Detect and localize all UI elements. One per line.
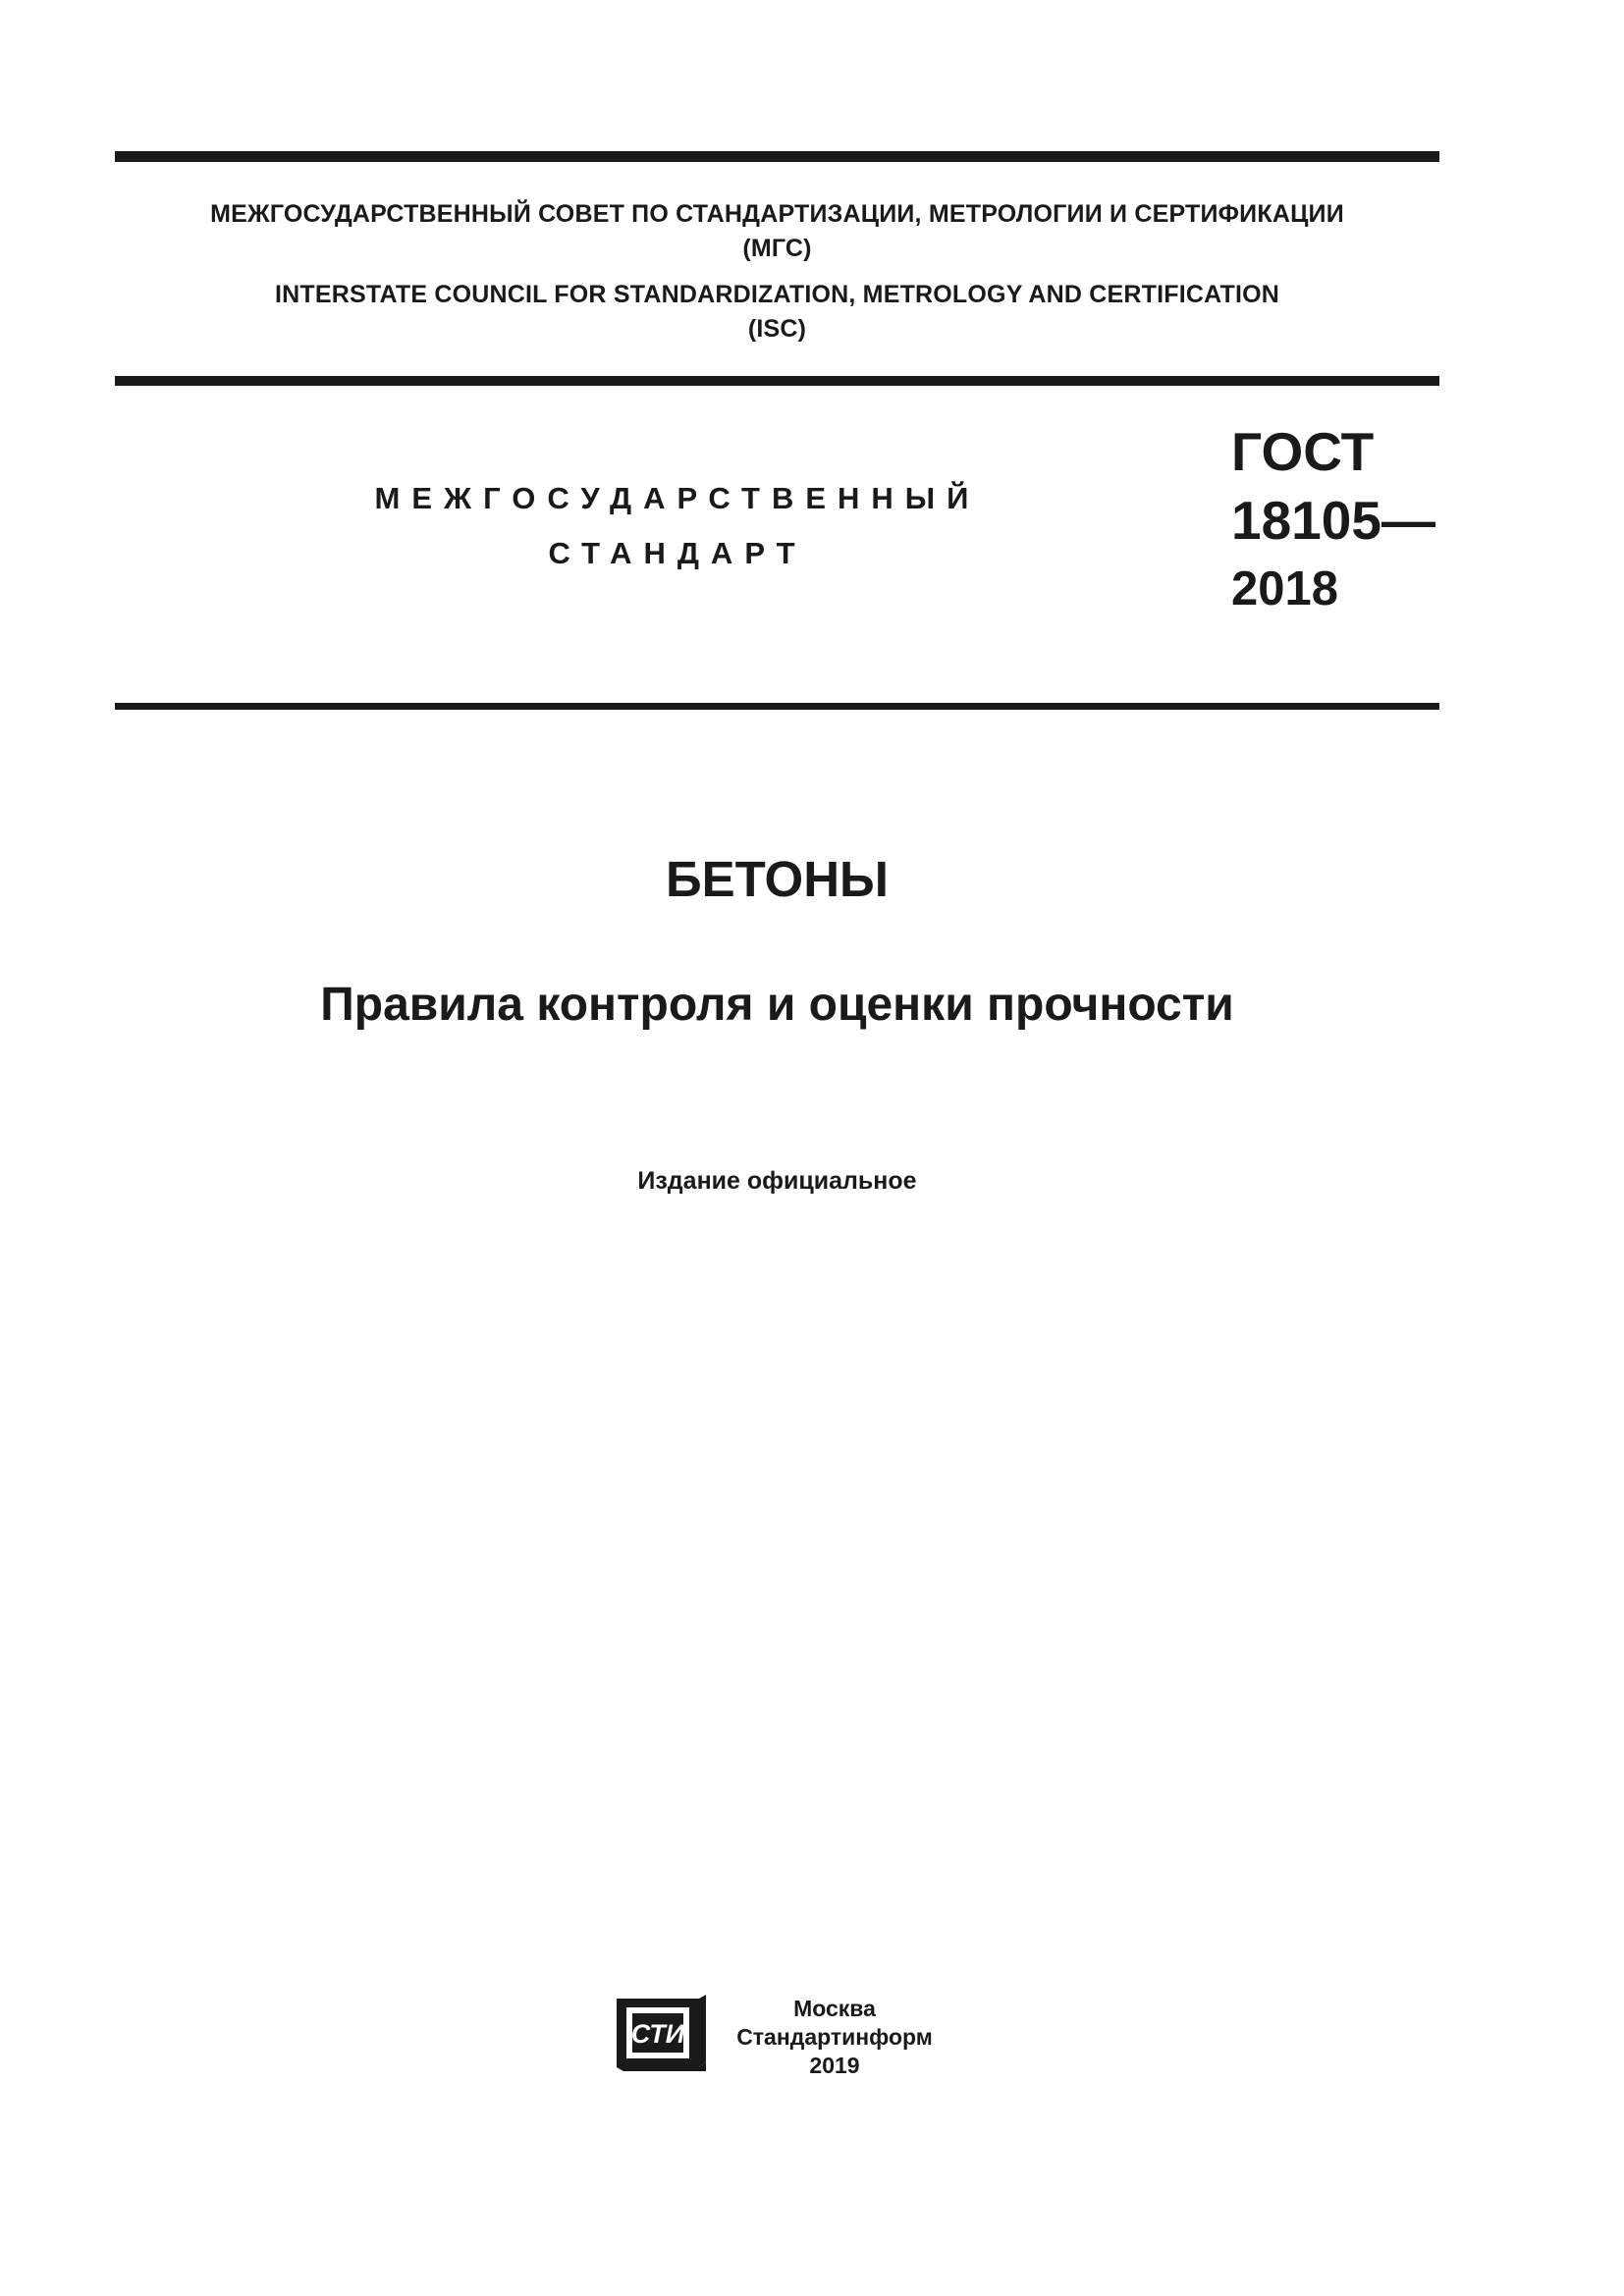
- publisher-block: [717, 1995, 952, 2080]
- top-rule: [115, 151, 1439, 162]
- designation-prefix: ГОСТ: [1231, 421, 1375, 482]
- standard-kind-line1: МЕЖГОСУДАРСТВЕННЫЙ: [374, 481, 981, 515]
- standard-kind-line2: СТАНДАРТ: [548, 536, 807, 570]
- publisher-name: Стандартинформ: [736, 2024, 933, 2050]
- council-en-abbr: (ISC): [747, 315, 807, 343]
- designation-year: 2018: [1231, 562, 1339, 615]
- edition-note: Издание официальное: [637, 1167, 917, 1195]
- middle-rule: [115, 376, 1439, 386]
- bottom-rule: [115, 703, 1439, 710]
- publisher-city: Москва: [793, 1996, 876, 2021]
- document-title: БЕТОНЫ: [666, 851, 889, 907]
- council-en-name: INTERSTATE COUNCIL FOR STANDARDIZATION, METROLOGY AND CERTIFICATION: [274, 281, 1280, 308]
- council-ru: [115, 197, 1439, 266]
- standard-kind: [353, 471, 1001, 581]
- svg-text:СТИ: СТИ: [630, 2019, 685, 2049]
- council-ru-abbr: (МГС): [742, 235, 812, 262]
- standard-designation: [1231, 417, 1435, 555]
- council-en: [115, 278, 1439, 347]
- designation-number: 18105—: [1231, 490, 1435, 551]
- document-subtitle: Правила контроля и оценки прочности: [320, 979, 1234, 1031]
- council-ru-name: МЕЖГОСУДАРСТВЕННЫЙ СОВЕТ ПО СТАНДАРТИЗАЦИИ, МЕТРОЛОГИИ И СЕРТИФИКАЦИИ: [210, 200, 1344, 228]
- publisher-year: 2019: [809, 2053, 860, 2078]
- standartinform-logo-icon: [616, 1995, 707, 2073]
